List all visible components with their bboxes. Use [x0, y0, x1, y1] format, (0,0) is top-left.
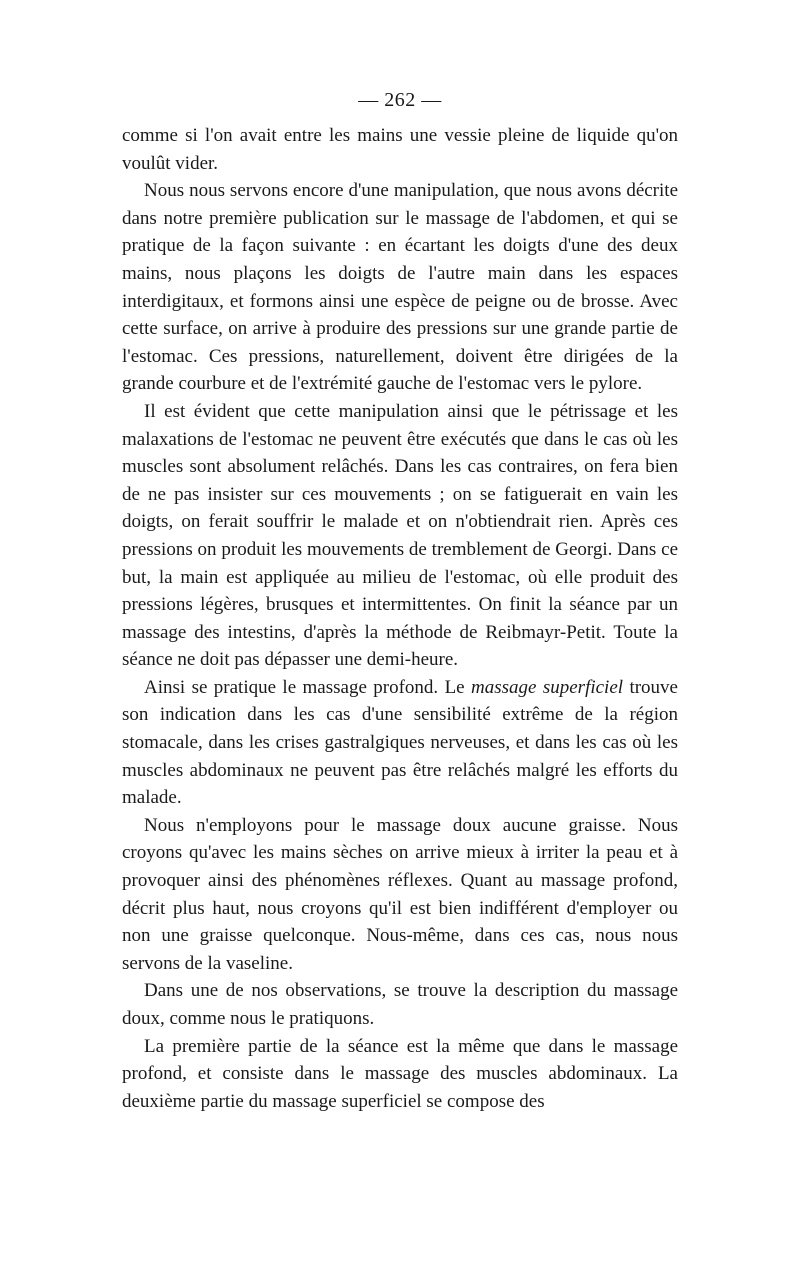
document-page — [122, 86, 678, 1115]
paragraph-first-part: La première partie de la séance est la même que dans le massage profond, et consiste dans le massage des muscles abdominaux. La deuxième partie du massage superficiel se compose des — [122, 1035, 678, 1112]
paragraph-text: trouve son indication dans les cas d'une sensibilité extrême de la région stomacale, dans les crises gastralgiques nerveuses, et dans les cas où les muscles abdominaux ne peuvent pas être relâchés malgré les efforts du malade. — [122, 676, 678, 809]
paragraph-observation: Dans une de nos observations, se trouve la description du massage doux, comme nous le pratiquons. — [122, 980, 678, 1029]
paragraph-text: Ainsi se pratique le massage profond. Le — [144, 676, 472, 698]
paragraph-superficial-massage — [122, 674, 678, 812]
paragraph-comb-manipulation: Nous nous servons encore d'une manipulation, que nous avons décrite dans notre première publication sur le massage de l'abdomen, et qui se pratique de la façon suivante : en écartant les doigts d'une des deux mains, nous plaçons les doigts de l'autre main dans les espaces interdigitaux, et formons ainsi une espèce de peigne ou de brosse. Avec cette surface, on arrive à produire des pressions sur une grande partie de l'estomac. Ces pressions, naturellement, doivent être dirigées de la grande courbure et de l'extrémité gauche de l'estomac vers le pylore. — [122, 180, 678, 395]
page-number: — 262 — — [358, 89, 442, 111]
paragraph-no-grease: Nous n'employons pour le massage doux aucune graisse. Nous croyons qu'avec les mains sèches on arrive mieux à irriter la peau et à provoquer ainsi des phénomènes réflexes. Quant au massage profond, décrit plus haut, nous croyons qu'il est bien indifférent d'employer ou non une graisse quelconque. Nous-même, dans ces cas, nous nous servons de la vaseline. — [122, 814, 678, 974]
paragraph-relaxed-muscles: Il est évident que cette manipulation ainsi que le pétrissage et les malaxations de l'estomac ne peuvent être exécutés que dans le cas où les muscles sont absolument relâchés. Dans les cas contraires, on fera bien de ne pas insister sur ces mouvements ; on se fatiguerait en vain les doigts, on ferait souffrir le malade et on n'obtiendrait rien. Après ces pressions on produit les mouvements de tremblement de Georgi. Dans ce but, la main est appliquée au milieu de l'estomac, où elle produit des pressions légères, brusques et intermittentes. On finit la séance par un massage des intestins, d'après la méthode de Reibmayr-Petit. Toute la séance ne doit pas dépasser une demi-heure. — [122, 400, 678, 671]
emphasis-text: massage superficiel — [471, 676, 624, 698]
paragraph-continuation: comme si l'on avait entre les mains une vessie pleine de liquide qu'on voulût vider. — [122, 125, 678, 174]
